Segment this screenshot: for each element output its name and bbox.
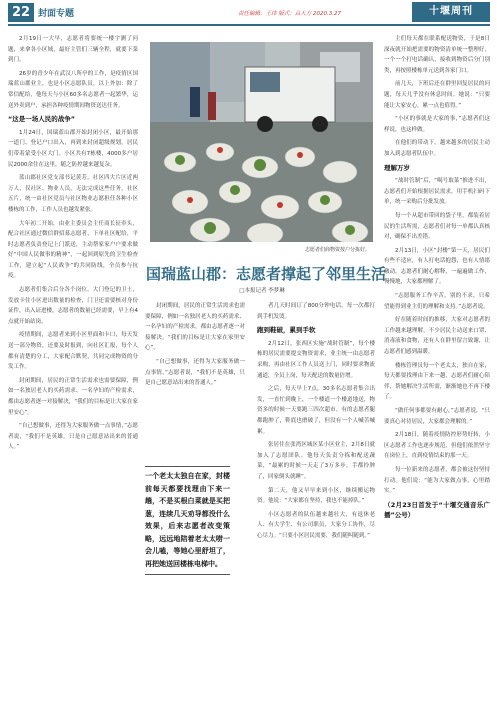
paragraph: 之后，每天早上7点，30多名志愿者集合出发，一直忙到晚上，一个楼道一个楼道地送，物资多的时候一天要跑三四次超市。有的志愿者腿都跑肿了，鞋底也磨破了，但没有一个人喊苦喊累。 xyxy=(257,386,375,435)
article-column-2 xyxy=(145,301,245,461)
subheading: 理解万岁 xyxy=(384,163,410,172)
article-column-4 xyxy=(384,34,490,698)
section-title: 封面专题 xyxy=(38,9,75,19)
paragraph: 第二天，他又早早来到小区，继续搬运物资。他说：“大家都在坚持，我也不能掉队。” xyxy=(257,487,375,505)
paragraph: 2月19日一大早，志愿者将要统一楼宇测了问题，来拿各小区域，最好主管们三辆全程，就要下菜到门。 xyxy=(8,36,138,64)
paragraph: 1月24日，国瑞蓝山郡开始封闭小区，最开始那一道门、登记户口出入，再到来封闭超级规划，居民们带着蒙受小区大门。小区共有7栋楼，4000多户居民2000余住在这里，随之防控越来越复杂。 xyxy=(8,129,138,168)
paragraph: 楼栋管理员每一个老太太，独自在家，每天都要找理由下来一趟，志愿者们耐心陪伴，帮她解决生活所需，渐渐她也不再下楼了。 xyxy=(384,362,490,401)
paragraph: 每一位新来的志愿者，都会被这份坚持打动。他们说：“能为大家做点事，心里踏实。” xyxy=(384,466,490,495)
article-headline: 国瑞蓝山郡：志愿者撑起了邻里生活 xyxy=(146,265,387,283)
subheading: 跑到鞋破，累到手软 xyxy=(257,326,316,335)
pull-quote-rule-bottom xyxy=(145,574,230,575)
paragraph: “做任何事都要有耐心，”志愿者说，“只要真心对待居民，大家都会理解的。” xyxy=(384,408,490,425)
paragraph: 前几天，下班后还在群里回复居民的问题，每天几乎没有休息时间。她说：“只要能让大家安心，累一点也值得。” xyxy=(384,81,490,109)
paragraph: 志愿者们集合后分各个岗位。大门登记的卫士，发放卡住小区进出数量的检查，门卫还需要核对身份证件，出入证进楼，志愿者的数量已经需要，早上有4点就开始站岗。 xyxy=(8,287,138,325)
paper-name-badge xyxy=(412,2,490,22)
paragraph: 者几天时间订了800分钟电话，每一次都打到手机发烫。 xyxy=(257,303,375,320)
paragraph: 主们每天都在联系配送物资，于是8日深夜就开始把需要的物资清单统一整理好，一个一个打电话确认，接收到物资后分门别类，再按照楼栋单元送到各家门口。 xyxy=(384,36,490,74)
paragraph: “自己想做事，还得为大家服务做一点事情，”志愿者说，“我们不是英雄，只是自己愿意站出来的普通人。” xyxy=(8,423,138,451)
article-byline: □本报记者 李梦琳 xyxy=(239,288,285,294)
paragraph: 2月18日，随着疫情防控形势好转，小区志愿者工作也逐步规范，但他们依然坚守在岗位上，直到疫情结束的那一天。 xyxy=(384,432,490,460)
pull-quote: 一个老太太独自在家，封楼前每天都要找理由下来一趟，不是买根白菜就是买把葱，连续几天劝导都没什么效果，后来志愿者改变策略，远远地陪着老太太唠一会儿嗑，等她心里舒坦了，再把她送回楼栋电梯中。 xyxy=(145,472,230,568)
paragraph: “自己想做事，还得为大家服务做一点事情，”志愿者说，“我们不是英雄，只是自己愿意站出来的普通人。” xyxy=(145,358,245,387)
paper-name: 十堰周刊 xyxy=(429,6,473,17)
paragraph: 好在随着时间的推移，大家对志愿者的工作越来越理解，不少居民主动送来口罩、消毒液和食物，还有人在群里留言致谢，让志愿者们感到温暖。 xyxy=(384,317,490,356)
paragraph: “战时管制”后，“喝号取菜”推进不出，志愿者们开始根据居民需求，用手机扫码下单，统一采购后分批发放。 xyxy=(384,178,490,206)
photo-caption: 志愿者们商物资按户分拣好。 xyxy=(304,247,370,253)
editor-credits: 责任编辑：王玮 版式：吕大方 2020.3.27 xyxy=(238,11,341,17)
paragraph: 大年初二开始，由业主委员会主任商长征牵头，配合社区通过微信群招募志愿者，下单社区配给，平时志愿者负责登记上门派送，主动帮家家户户要求做好“中国人民做事的精神”，一起回到原先的卫生检查工作，建立起“人民战争”的共同防线，全员参与抗疫。 xyxy=(8,220,138,280)
paragraph: 2月12日，张西区实施“战时管制”，每个楼栋的居民需要提交物资需求，业主统一由志愿者采购，再由社区工作人员送上门，同时要求物流通道，全员上岗，每天配送的数量倍增。 xyxy=(257,340,375,379)
paragraph: 疫情期间，志愿者来到小区里面和卡口，每天发送一部分物资，还要及时报到，向社区汇报，每个人都有清楚的分工，大家配合默契，共同完成物资的分发工作。 xyxy=(8,332,138,371)
paragraph: 封闭期间，居民的正常生活需求也需要保障，例如一名独居老人的买药需求、一名孕妇的产检需求，都由志愿者逐一对接解决，“我们的目标是让大家在家里安心”。 xyxy=(145,303,245,352)
page-header xyxy=(0,0,497,24)
header-rule xyxy=(8,24,490,26)
paragraph: 2月13日，小区“封楼”第一天，居民们有些不适应，有人打电话抱怨，也有人情绪激动。志愿者们耐心解释，一遍遍做工作，慢慢地，大家都理解了。 xyxy=(384,247,490,286)
paragraph: “志愿服务工作辛苦，别的不求，只希望能得到业主们的理解和支持。”志愿者说。 xyxy=(384,293,490,310)
article-column-1 xyxy=(8,34,138,698)
paragraph: 小区志愿者的队伍越来越壮大，有退休老人、有大学生、有公司职员，大家分工协作，尽心尽力。“只要小区居民需要，我们随叫随到。” xyxy=(257,511,375,539)
photo-illustration xyxy=(150,42,373,242)
footer-note: （2月23日首发于“十堰交通音乐广播”公号） xyxy=(384,500,490,520)
paragraph: 在他们的带动下，越来越多的居民主动加入到志愿者队伍中。 xyxy=(384,140,490,157)
news-photo xyxy=(150,42,373,242)
page-number-badge xyxy=(8,3,34,22)
paragraph: “小区的事就是大家的事，”志愿者们这样说，也这样做。 xyxy=(384,116,490,133)
page-number: 22 xyxy=(11,5,31,20)
paragraph: 每一个从超市带回的袋子里，都装着居民的生活所需，志愿者们对每一单都认真核对，确保不出差错。 xyxy=(384,212,490,241)
pull-quote-rule-top xyxy=(145,466,230,467)
paragraph: 封闭期间，居民的正常生活需求也需要保障，例如一名独居老人的买药需求、一名孕妇的产检需求，都由志愿者逐一对接解决，“我们的目标是让大家在家里安心”。 xyxy=(8,377,138,416)
article-column-3 xyxy=(257,301,375,696)
paragraph: 26岁的青少年在武汉八所亭的工作，是疫情区国瑞蓝山郡业主，也是小区志愿队员。以上外加：除了常信配给，他每天与小区60多名志愿者一起繁华，运送外卖到户，承担各种疫情期间物资送达任务。 xyxy=(8,70,138,109)
paragraph: 张居住在张湾区城区某小区业主，2月8日就加入了志愿团队。他每天负责分拣和配送蔬菜，“最累的时候一天走了3万多步，手都拎肿了，回家倒头就睡”。 xyxy=(257,442,375,480)
subheading: “这是一场人民的战争” xyxy=(8,115,76,124)
paragraph: 蓝山郡社区党支部书记黄芳，社区四大片区近两万人，仅社区、物业人员，无法完成这些任务，社区五片，统一由社区党员与社区物业志愿担任各种小区楼栋的工作，工作人员也越发紧张。 xyxy=(8,175,138,213)
